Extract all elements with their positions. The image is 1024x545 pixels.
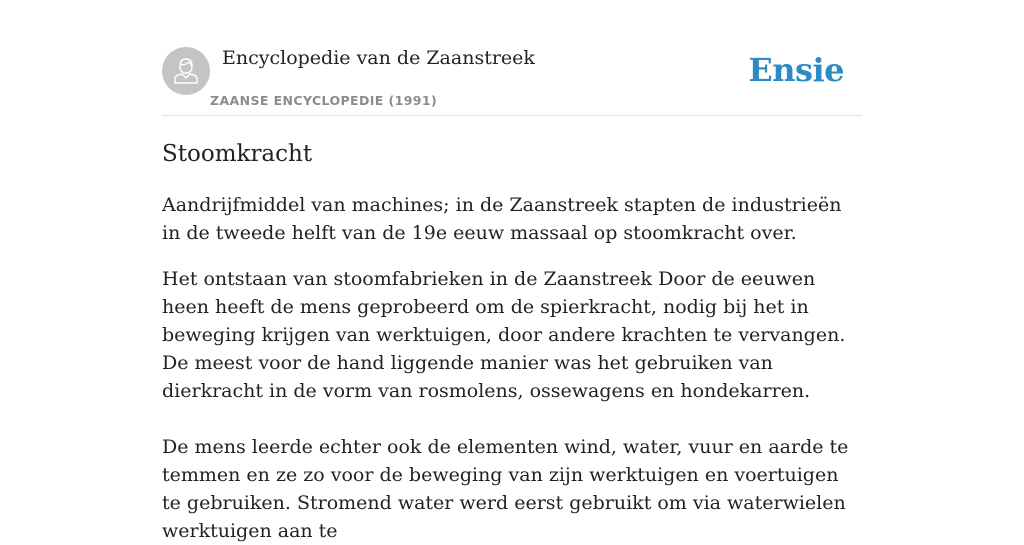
article-paragraph: Het ontstaan van stoomfabrieken in de Zaanstreek Door de eeuwen heen heeft de mens geprobeerd om de spierkracht, nodig bij het in beweging krijgen van werktuigen, door andere krachten te vervangen. De meest voor de hand liggende manier was het gebruiken van dierkracht in de vorm van rosmolens, ossewagens en hondekarren. — [162, 268, 846, 402]
ensie-logo[interactable]: Ensie — [748, 51, 844, 89]
article — [162, 138, 862, 545]
publication-header — [162, 46, 862, 116]
article-title: Stoomkracht — [162, 141, 313, 167]
publication-avatar[interactable] — [162, 47, 210, 95]
article-lead: Aandrijfmiddel van machines; in de Zaanstreek stapten de industrieën in de tweede helft van de 19e eeuw massaal op stoomkracht over. — [162, 194, 842, 244]
user-icon — [162, 47, 210, 95]
article-paragraph: De mens leerde echter ook de elementen wind, water, vuur en aarde te temmen en ze zo voor de beweging van zijn werktuigen en voertuigen te gebruiken. Stromend water werd eerst gebruikt om via waterwielen werktuigen aan te — [162, 436, 849, 542]
header-divider — [162, 115, 862, 116]
publication-title[interactable]: Encyclopedie van de Zaanstreek — [222, 47, 535, 69]
publication-subtitle[interactable]: ZAANSE ENCYCLOPEDIE (1991) — [210, 93, 438, 108]
